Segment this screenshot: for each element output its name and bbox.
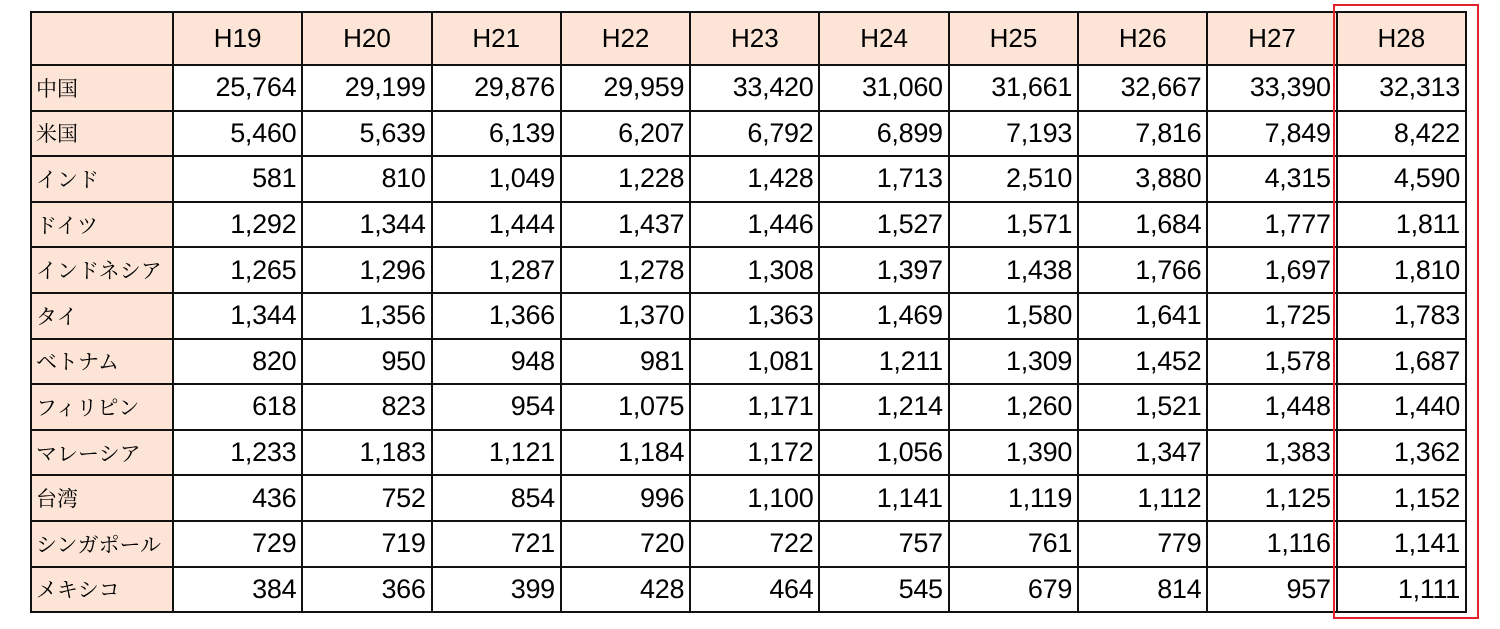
data-table (30, 11, 1467, 613)
value-cell[interactable]: 1,383 (1207, 430, 1336, 476)
spreadsheet-area (30, 11, 1467, 613)
table-row (31, 430, 1466, 476)
value-cell[interactable]: 1,125 (1207, 475, 1336, 521)
value-cell[interactable]: 1,287 (432, 247, 561, 293)
value-cell[interactable]: 1,183 (302, 430, 431, 476)
value-cell[interactable]: 6,207 (561, 111, 690, 157)
corner-cell[interactable] (31, 12, 173, 65)
value-cell[interactable]: 823 (302, 384, 431, 430)
value-cell[interactable]: 996 (561, 475, 690, 521)
column-header-h22[interactable]: H22 (561, 12, 690, 65)
value-cell[interactable]: 618 (173, 384, 302, 430)
value-cell[interactable]: 1,811 (1337, 202, 1466, 248)
value-cell[interactable]: 1,444 (432, 202, 561, 248)
value-cell[interactable]: 1,390 (949, 430, 1078, 476)
value-cell[interactable]: 1,121 (432, 430, 561, 476)
value-cell[interactable]: 1,697 (1207, 247, 1336, 293)
column-header-h27[interactable]: H27 (1207, 12, 1336, 65)
value-cell[interactable]: 1,049 (432, 156, 561, 202)
value-cell[interactable]: 1,521 (1078, 384, 1207, 430)
table-row (31, 247, 1466, 293)
value-cell[interactable]: 545 (819, 567, 948, 613)
value-cell[interactable]: 1,713 (819, 156, 948, 202)
row-label[interactable]: ベトナム (31, 339, 173, 385)
value-cell[interactable]: 1,437 (561, 202, 690, 248)
value-cell[interactable]: 6,139 (432, 111, 561, 157)
column-header-h25[interactable]: H25 (949, 12, 1078, 65)
value-cell[interactable]: 1,366 (432, 293, 561, 339)
value-cell[interactable]: 1,184 (561, 430, 690, 476)
value-cell[interactable]: 29,959 (561, 65, 690, 111)
table-row (31, 202, 1466, 248)
value-cell[interactable]: 1,116 (1207, 521, 1336, 567)
value-cell[interactable]: 1,783 (1337, 293, 1466, 339)
value-cell[interactable]: 1,356 (302, 293, 431, 339)
value-cell[interactable]: 32,667 (1078, 65, 1207, 111)
value-cell[interactable]: 1,370 (561, 293, 690, 339)
value-cell[interactable]: 1,100 (690, 475, 819, 521)
value-cell[interactable]: 814 (1078, 567, 1207, 613)
value-cell[interactable]: 1,260 (949, 384, 1078, 430)
value-cell[interactable]: 7,816 (1078, 111, 1207, 157)
value-cell[interactable]: 7,849 (1207, 111, 1336, 157)
table-row (31, 567, 1466, 613)
row-label[interactable]: インドネシア (31, 247, 173, 293)
row-label[interactable]: メキシコ (31, 567, 173, 613)
value-cell[interactable]: 1,469 (819, 293, 948, 339)
row-label[interactable]: タイ (31, 293, 173, 339)
value-cell[interactable]: 1,309 (949, 339, 1078, 385)
value-cell[interactable]: 3,880 (1078, 156, 1207, 202)
value-cell[interactable]: 1,211 (819, 339, 948, 385)
value-cell[interactable]: 957 (1207, 567, 1336, 613)
value-cell[interactable]: 1,265 (173, 247, 302, 293)
value-cell[interactable]: 5,639 (302, 111, 431, 157)
value-cell[interactable]: 1,684 (1078, 202, 1207, 248)
value-cell[interactable]: 948 (432, 339, 561, 385)
value-cell[interactable]: 2,510 (949, 156, 1078, 202)
row-label[interactable]: フィリピン (31, 384, 173, 430)
column-header-h24[interactable]: H24 (819, 12, 948, 65)
value-cell[interactable]: 1,228 (561, 156, 690, 202)
value-cell[interactable]: 1,641 (1078, 293, 1207, 339)
value-cell[interactable]: 950 (302, 339, 431, 385)
value-cell[interactable]: 1,278 (561, 247, 690, 293)
value-cell[interactable]: 1,438 (949, 247, 1078, 293)
value-cell[interactable]: 1,075 (561, 384, 690, 430)
value-cell[interactable]: 1,119 (949, 475, 1078, 521)
row-label[interactable]: マレーシア (31, 430, 173, 476)
value-cell[interactable]: 757 (819, 521, 948, 567)
value-cell[interactable]: 4,315 (1207, 156, 1336, 202)
value-cell[interactable]: 25,764 (173, 65, 302, 111)
value-cell[interactable]: 7,193 (949, 111, 1078, 157)
value-cell[interactable]: 854 (432, 475, 561, 521)
value-cell[interactable]: 464 (690, 567, 819, 613)
value-cell[interactable]: 1,214 (819, 384, 948, 430)
value-cell[interactable]: 1,111 (1337, 567, 1466, 613)
value-cell[interactable]: 6,792 (690, 111, 819, 157)
value-cell[interactable]: 32,313 (1337, 65, 1466, 111)
value-cell[interactable]: 31,060 (819, 65, 948, 111)
value-cell[interactable]: 779 (1078, 521, 1207, 567)
column-header-h28[interactable]: H28 (1337, 12, 1466, 65)
value-cell[interactable]: 33,390 (1207, 65, 1336, 111)
value-cell[interactable]: 1,440 (1337, 384, 1466, 430)
value-cell[interactable]: 29,199 (302, 65, 431, 111)
table-row (31, 475, 1466, 521)
value-cell[interactable]: 810 (302, 156, 431, 202)
table-row (31, 521, 1466, 567)
value-cell[interactable]: 1,363 (690, 293, 819, 339)
value-cell[interactable]: 6,899 (819, 111, 948, 157)
value-cell[interactable]: 729 (173, 521, 302, 567)
value-cell[interactable]: 1,344 (302, 202, 431, 248)
value-cell[interactable]: 1,448 (1207, 384, 1336, 430)
row-label[interactable]: 中国 (31, 65, 173, 111)
value-cell[interactable]: 1,687 (1337, 339, 1466, 385)
value-cell[interactable]: 1,308 (690, 247, 819, 293)
table-row (31, 339, 1466, 385)
row-label[interactable]: インド (31, 156, 173, 202)
value-cell[interactable]: 679 (949, 567, 1078, 613)
value-cell[interactable]: 384 (173, 567, 302, 613)
column-header-h20[interactable]: H20 (302, 12, 431, 65)
value-cell[interactable]: 1,428 (690, 156, 819, 202)
value-cell[interactable]: 721 (432, 521, 561, 567)
table-row (31, 65, 1466, 111)
value-cell[interactable]: 366 (302, 567, 431, 613)
value-cell[interactable]: 1,397 (819, 247, 948, 293)
table-row (31, 384, 1466, 430)
value-cell[interactable]: 1,081 (690, 339, 819, 385)
value-cell[interactable]: 1,446 (690, 202, 819, 248)
value-cell[interactable]: 1,810 (1337, 247, 1466, 293)
row-label[interactable]: シンガポール (31, 521, 173, 567)
value-cell[interactable]: 1,347 (1078, 430, 1207, 476)
value-cell[interactable]: 1,571 (949, 202, 1078, 248)
table-row (31, 293, 1466, 339)
column-header-h21[interactable]: H21 (432, 12, 561, 65)
header-row (31, 12, 1466, 65)
table-row (31, 156, 1466, 202)
value-cell[interactable]: 1,580 (949, 293, 1078, 339)
value-cell[interactable]: 1,112 (1078, 475, 1207, 521)
column-header-h19[interactable]: H19 (173, 12, 302, 65)
value-cell[interactable]: 31,661 (949, 65, 1078, 111)
value-cell[interactable]: 4,590 (1337, 156, 1466, 202)
value-cell[interactable]: 1,141 (819, 475, 948, 521)
value-cell[interactable]: 1,362 (1337, 430, 1466, 476)
value-cell[interactable]: 33,420 (690, 65, 819, 111)
value-cell[interactable]: 1,578 (1207, 339, 1336, 385)
value-cell[interactable]: 29,876 (432, 65, 561, 111)
value-cell[interactable]: 1,296 (302, 247, 431, 293)
value-cell[interactable]: 1,171 (690, 384, 819, 430)
value-cell[interactable]: 1,777 (1207, 202, 1336, 248)
value-cell[interactable]: 1,172 (690, 430, 819, 476)
value-cell[interactable]: 428 (561, 567, 690, 613)
value-cell[interactable]: 761 (949, 521, 1078, 567)
table-body (31, 65, 1466, 612)
column-header-h23[interactable]: H23 (690, 12, 819, 65)
row-label[interactable]: 米国 (31, 111, 173, 157)
value-cell[interactable]: 1,527 (819, 202, 948, 248)
column-header-h26[interactable]: H26 (1078, 12, 1207, 65)
value-cell[interactable]: 5,460 (173, 111, 302, 157)
value-cell[interactable]: 820 (173, 339, 302, 385)
value-cell[interactable]: 8,422 (1337, 111, 1466, 157)
value-cell[interactable]: 722 (690, 521, 819, 567)
value-cell[interactable]: 981 (561, 339, 690, 385)
value-cell[interactable]: 436 (173, 475, 302, 521)
value-cell[interactable]: 720 (561, 521, 690, 567)
value-cell[interactable]: 1,725 (1207, 293, 1336, 339)
row-label[interactable]: 台湾 (31, 475, 173, 521)
value-cell[interactable]: 1,292 (173, 202, 302, 248)
value-cell[interactable]: 1,152 (1337, 475, 1466, 521)
value-cell[interactable]: 581 (173, 156, 302, 202)
table-row (31, 111, 1466, 157)
value-cell[interactable]: 399 (432, 567, 561, 613)
value-cell[interactable]: 1,344 (173, 293, 302, 339)
row-label[interactable]: ドイツ (31, 202, 173, 248)
value-cell[interactable]: 1,766 (1078, 247, 1207, 293)
value-cell[interactable]: 719 (302, 521, 431, 567)
value-cell[interactable]: 1,452 (1078, 339, 1207, 385)
value-cell[interactable]: 752 (302, 475, 431, 521)
value-cell[interactable]: 954 (432, 384, 561, 430)
value-cell[interactable]: 1,141 (1337, 521, 1466, 567)
value-cell[interactable]: 1,056 (819, 430, 948, 476)
value-cell[interactable]: 1,233 (173, 430, 302, 476)
